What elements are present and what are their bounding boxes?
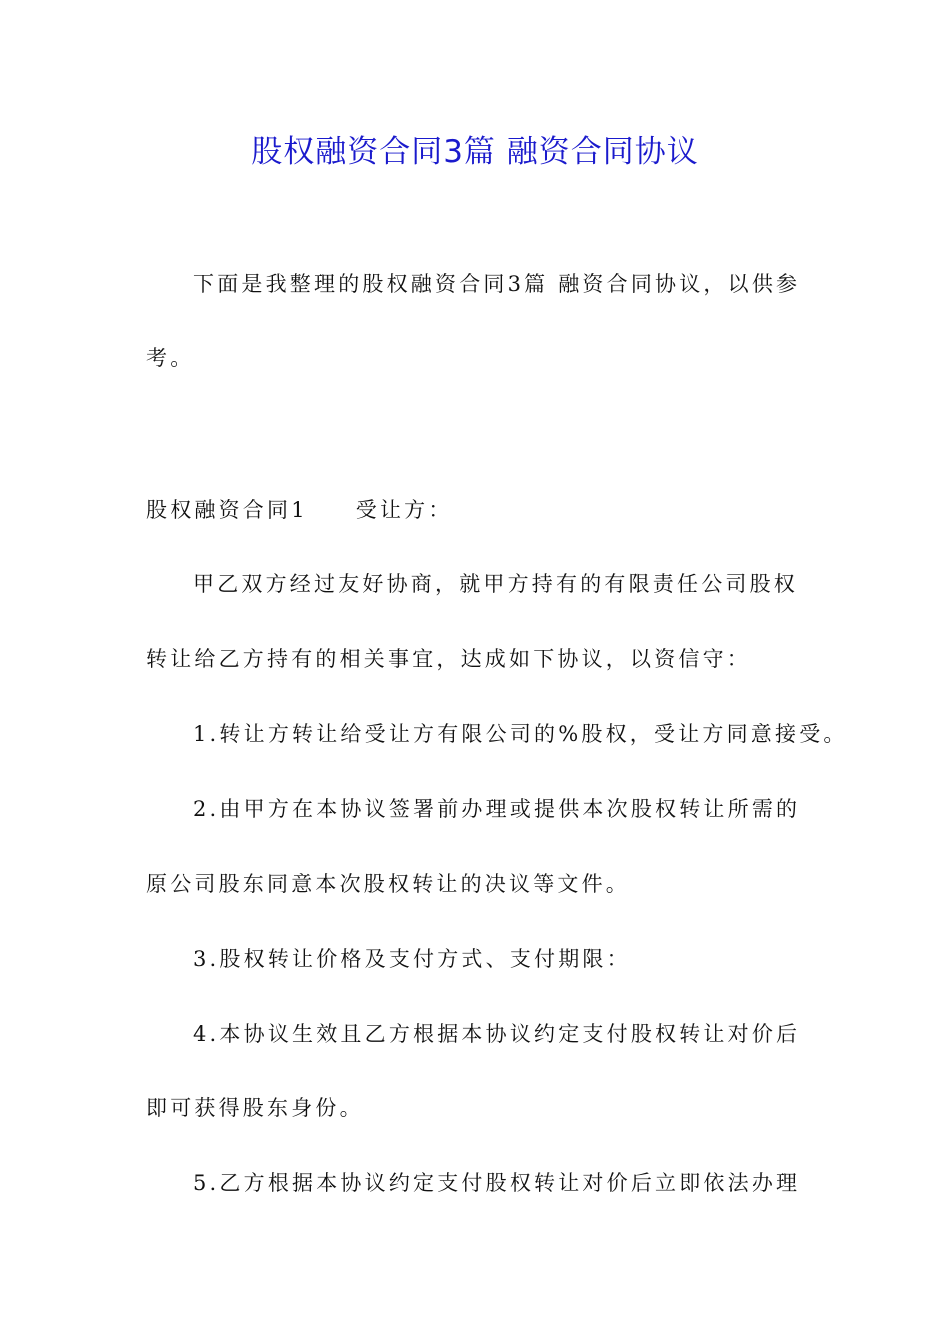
item-5-line-1: 5.乙方根据本协议约定支付股权转让对价后立即依法办理: [193, 1171, 801, 1195]
paragraph-1-line-1: 甲乙双方经过友好协商，就甲方持有的有限责任公司股权: [193, 572, 798, 596]
item-4-line-2: 即可获得股东身份。: [146, 1096, 364, 1120]
section-heading: 股权融资合同1: [146, 498, 308, 522]
item-4-line-1: 4.本协议生效且乙方根据本协议约定支付股权转让对价后: [193, 1022, 801, 1046]
intro-line-2: 考。: [146, 346, 195, 370]
item-2-line-2: 原公司股东同意本次股权转让的决议等文件。: [146, 872, 630, 896]
intro-line-1: 下面是我整理的股权融资合同3篇 融资合同协议，以供参: [193, 272, 801, 296]
item-3: 3.股权转让价格及支付方式、支付期限：: [193, 947, 631, 971]
item-1: 1.转让方转让给受让方有限公司的%股权，受让方同意接受。: [193, 722, 848, 746]
paragraph-1-line-2: 转让给乙方持有的相关事宜，达成如下协议，以资信守：: [146, 647, 751, 671]
section-heading-row: [146, 494, 453, 526]
party-label: 受让方：: [355, 498, 453, 522]
item-2-line-1: 2.由甲方在本协议签署前办理或提供本次股权转让所需的: [193, 797, 801, 821]
document-title: 股权融资合同3篇 融资合同协议: [251, 134, 699, 170]
